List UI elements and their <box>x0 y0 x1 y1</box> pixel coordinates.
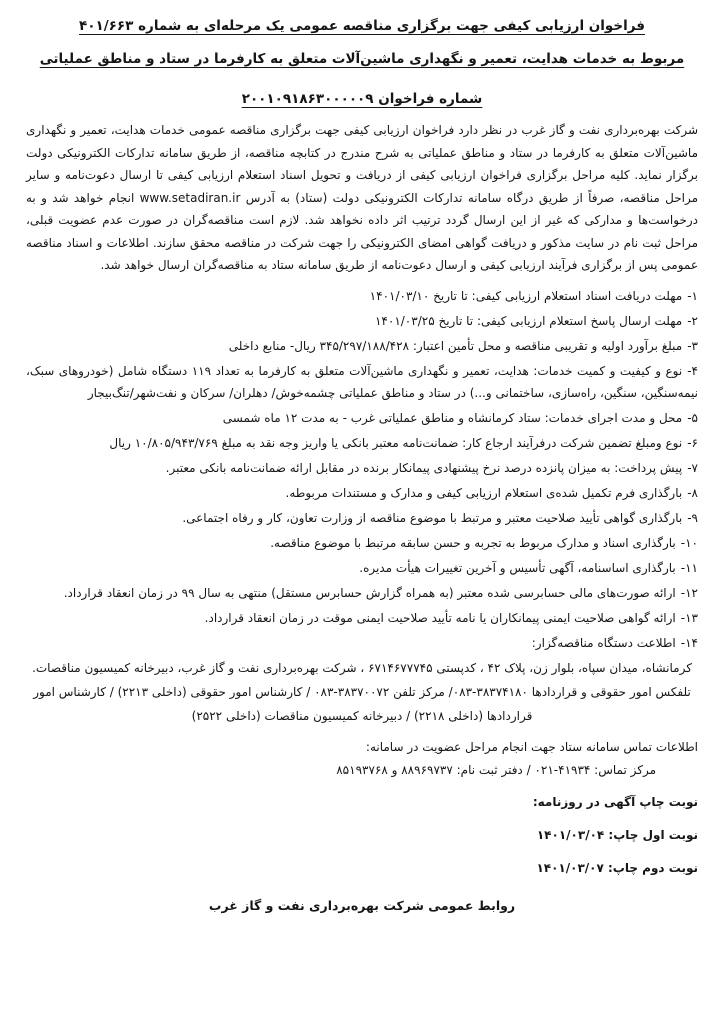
list-item-text: نوع و کیفیت و کمیت خدمات: هدایت، تعمیر و نگهداری ماشین‌آلات متعلق به کارفرما به تعداد ۱۱۹ دستگاه شامل (خودروهای سبک، نیمه‌سنگین، سنگین، راه‌سازی، ساختمانی و...) در ستاد و مناطق عملیاتی چشمه‌خوش/ دهلران/ سرکان و نفت‌شهر/تنگ‌بیجار <box>26 363 698 400</box>
list-item-number: ۱- <box>687 288 698 303</box>
list-item <box>26 632 698 654</box>
setad-contact-block <box>26 736 698 782</box>
employer-details <box>26 656 698 728</box>
list-item-text: پیش پرداخت: به میزان پانزده درصد نرخ پیشنهادی پیمانکار برنده در مقابل ارائه ضمانت‌نامه بانکی معتبر. <box>165 460 683 475</box>
setad-contact-line: مرکز تماس: ‪۰۲۱-۴۱۹۳۴‬ / دفتر ثبت نام: ۸۸۹۶۹۷۳۷ و ۸۵۱۹۳۷۶۸ <box>336 762 656 777</box>
list-item-number: ۱۱- <box>680 560 698 575</box>
list-item-text: بارگذاری اسناد و مدارک مربوط به تجربه و حسن سابقه مرتبط با موضوع مناقصه. <box>270 535 676 550</box>
list-item-number: ۹- <box>687 510 698 525</box>
publication-first-date: نوبت اول چاپ: ۱۴۰۱/۰۳/۰۴ <box>536 827 698 842</box>
list-item <box>26 335 698 357</box>
list-item-text: نوع ومبلغ تضمین شرکت درفرآیند ارجاع کار: ضمانت‌نامه معتبر بانکی یا واریز وجه نقد به مبلغ ۱۰/۸۰۵/۹۴۳/۷۶۹ ریال <box>109 435 683 450</box>
doc-title-line-1: فراخوان ارزیابی کیفی جهت برگزاری مناقصه عمومی یک مرحله‌ای به شماره ۴۰۱/۶۶۳ <box>79 18 645 34</box>
publication-block <box>26 792 698 878</box>
list-item-number: ۲- <box>687 313 698 328</box>
doc-title-line-2: مربوط به خدمات هدایت، تعمیر و نگهداری ماشین‌آلات متعلق به کارفرما در ستاد و مناطق عملیاتی <box>39 51 685 67</box>
list-item <box>26 310 698 332</box>
list-item <box>26 582 698 604</box>
list-item-text: ارائه گواهی صلاحیت ایمنی پیمانکاران یا نامه تأیید صلاحیت ایمنی موقت در زمان انعقاد قرارداد. <box>204 610 676 625</box>
list-item-text: اطلاعت دستگاه مناقصه‌گزار: <box>531 635 676 650</box>
list-item-text: بارگذاری اساسنامه، آگهی تأسیس و آخرین تغییرات هیأت مدیره. <box>359 560 676 575</box>
list-item-number: ۸- <box>687 485 698 500</box>
list-item-text: مهلت ارسال پاسخ استعلام ارزیابی کیفی: تا تاریخ ۱۴۰۱/۰۳/۲۵ <box>374 313 683 328</box>
list-item-text: بارگذاری گواهی تأیید صلاحیت معتبر و مرتبط با موضوع مناقصه از وزارت تعاون، کار و رفاه اجتماعی. <box>182 510 683 525</box>
list-item <box>26 457 698 479</box>
list-item-number: ۵- <box>687 410 698 425</box>
doc-call-number: شماره فراخوان ۲۰۰۱۰۹۱۸۶۳۰۰۰۰۰۹ <box>241 91 483 107</box>
list-item <box>26 407 698 429</box>
tender-conditions-list <box>26 285 698 654</box>
list-item-text: مبلغ برآورد اولیه و تقریبی مناقصه و محل تأمین اعتبار: ۳۴۵/۲۹۷/۱۸۸/۴۲۸ ریال- منابع داخلی <box>228 338 683 353</box>
list-item <box>26 285 698 307</box>
publication-second-date: نوبت دوم چاپ: ۱۴۰۱/۰۳/۰۷ <box>536 860 698 875</box>
list-item-text: بارگذاری فرم تکمیل شده‌ی استعلام ارزیابی کیفی و مدارک و مستندات مربوطه. <box>285 485 683 500</box>
list-item-text: محل و مدت اجرای خدمات: ستاد کرمانشاه و مناطق عملیاتی غرب - به مدت ۱۲ ماه شمسی <box>222 410 683 425</box>
list-item-text: ارائه صورت‌های مالی حسابرسی شده معتبر (به همراه گزارش حسابرس مستقل) منتهی به سال ۹۹ در زمان انعقاد قرارداد. <box>63 585 676 600</box>
list-item-number: ۷- <box>687 460 698 475</box>
list-item-number: ۱۴- <box>680 635 698 650</box>
list-item <box>26 532 698 554</box>
list-item <box>26 432 698 454</box>
employer-telefax: تلفکس امور حقوقی و قراردادها ‪۰۸۳-۳۸۳۷۴۱۸۰‬/ مرکز تلفن ‪۰۸۳-۳۸۳۷۰۰۷۲‬ / کارشناس امور حقوقی (داخلی ۲۲۱۳) / کارشناس امور قراردادها (داخلی ۲۲۱۸) / دبیرخانه کمیسیون مناقصات (داخلی ۲۵۲۲) <box>33 684 691 723</box>
list-item <box>26 507 698 529</box>
list-item <box>26 607 698 629</box>
list-item <box>26 557 698 579</box>
list-item-text: مهلت دریافت اسناد استعلام ارزیابی کیفی: تا تاریخ ۱۴۰۱/۰۳/۱۰ <box>369 288 683 303</box>
list-item-number: ۱۰- <box>680 535 698 550</box>
document-header <box>26 16 698 109</box>
list-item-number: ۶- <box>687 435 698 450</box>
list-item-number: ۴- <box>687 363 698 378</box>
intro-paragraph: شرکت بهره‌برداری نفت و گاز غرب در نظر دارد فراخوان ارزیابی کیفی جهت برگزاری مناقصه عمومی خدمات هدایت، تعمیر و نگهداری ماشین‌آلات متعلق به کارفرما در ستاد و مناطق عملیاتی به شرح مندرج در کتابچه مناقصه، از طریق سامانه تدارکات الکترونیکی دولت برگزار نماید. کلیه مراحل برگزاری فراخوان ارزیابی کیفی از دریافت و تحویل اسناد استعلام ارزیابی کیفی تا ارسال دعوت‌نامه و سایر مراحل مناقصه، صرفاً از طریق درگاه سامانه تدارکات الکترونیکی دولت (ستاد) به آدرس www.setadiran.ir انجام خواهد شد و به درخواست‌ها و مدارکی که غیر از این ارسال گردد ترتیب اثر داده نخواهد شد. لازم است مناقصه‌گران در صورت عدم عضویت قبلی، مراحل ثبت نام در سایت مذکور و دریافت گواهی امضای الکترونیکی را جهت شرکت در مناقصه محقق سازند. اطلاعات و اسناد مناقصه عمومی پس از برگزاری فرآیند ارزیابی کیفی و ارسال دعوت‌نامه از طریق سامانه ستاد به مناقصه‌گران ارسال خواهد شد. <box>26 123 698 272</box>
setad-contact-heading: اطلاعات تماس سامانه ستاد جهت انجام مراحل عضویت در سامانه: <box>365 739 698 754</box>
signature-line: روابط عمومی شرکت بهره‌برداری نفت و گاز غرب <box>208 897 516 913</box>
employer-address: کرمانشاه، میدان سپاه، بلوار زن، پلاک ۴۲ ، کدپستی ۶۷۱۴۶۷۷۷۴۵ ، شرکت بهره‌برداری نفت و گاز غرب، دبیرخانه کمیسیون مناقصات. <box>32 660 692 675</box>
list-item-number: ۳- <box>687 338 698 353</box>
list-item-number: ۱۲- <box>680 585 698 600</box>
list-item-number: ۱۳- <box>680 610 698 625</box>
list-item <box>26 360 698 404</box>
publication-heading: نوبت چاپ آگهی در روزنامه: <box>532 794 698 809</box>
list-item <box>26 482 698 504</box>
